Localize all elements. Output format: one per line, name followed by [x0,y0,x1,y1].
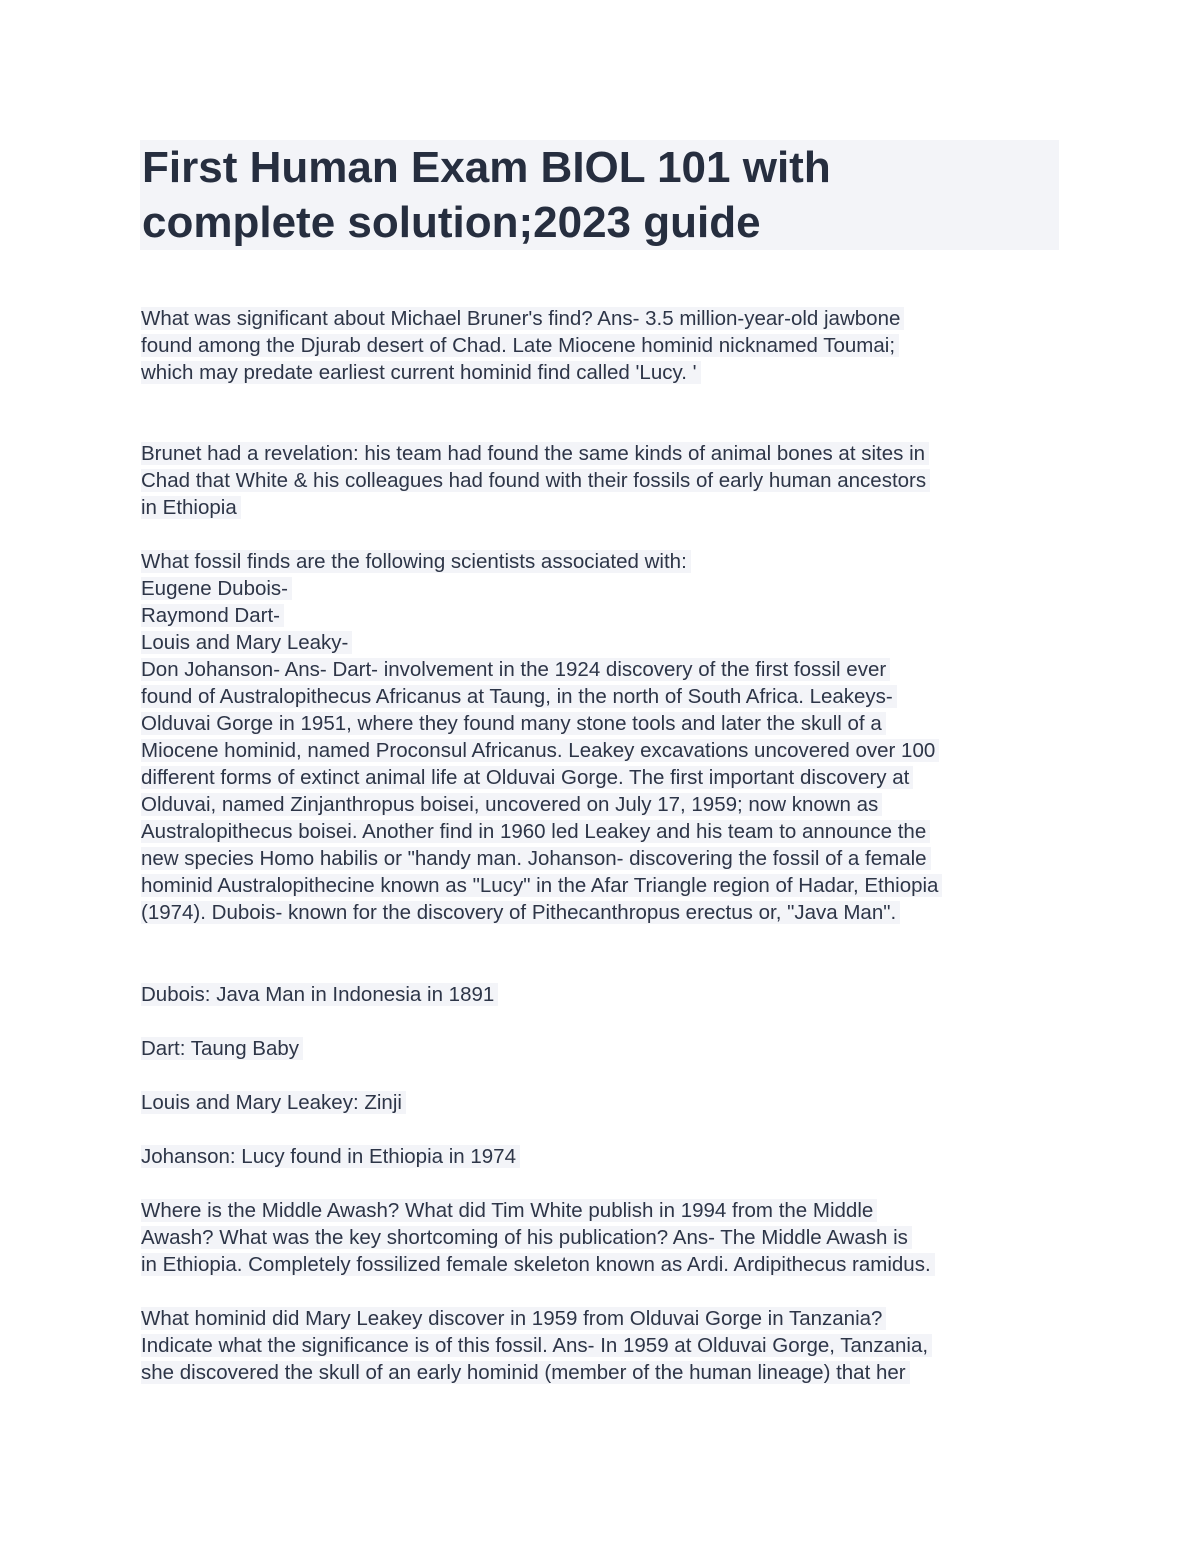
paragraph-7-line-1: Johanson: Lucy found in Ethiopia in 1974 [141,1143,520,1170]
paragraph-9-line-3: she discovered the skull of an early hominid (member of the human lineage) that her [141,1359,910,1386]
paragraph-3-line-7: Olduvai Gorge in 1951, where they found many stone tools and later the skull of a [141,710,886,737]
paragraph-1-line-2: found among the Djurab desert of Chad. Late Miocene hominid nicknamed Toumai; [141,332,899,359]
paragraph-3-line-5: Don Johanson- Ans- Dart- involvement in the 1924 discovery of the first fossil ever [141,656,890,683]
paragraph-8-line-1: Where is the Middle Awash? What did Tim White publish in 1994 from the Middle [141,1197,877,1224]
paragraph-1-line-1: What was significant about Michael Bruner's find? Ans- 3.5 million-year-old jawbone [141,305,904,332]
paragraph-3-line-6: found of Australopithecus Africanus at Taung, in the north of South Africa. Leakeys- [141,683,897,710]
paragraph-8-line-2: Awash? What was the key shortcoming of his publication? Ans- The Middle Awash is [141,1224,912,1251]
paragraph-9-line-2: Indicate what the significance is of this fossil. Ans- In 1959 at Olduvai Gorge, Tanzania, [141,1332,932,1359]
paragraph-9-line-1: What hominid did Mary Leakey discover in 1959 from Olduvai Gorge in Tanzania? [141,1305,886,1332]
paragraph-1-line-3: which may predate earliest current hominid find called 'Lucy. ' [141,359,701,386]
paragraph-3-line-10: Olduvai, named Zinjanthropus boisei, uncovered on July 17, 1959; now known as [141,791,882,818]
paragraph-2-line-1: Brunet had a revelation: his team had found the same kinds of animal bones at sites in [141,440,929,467]
paragraph-2-line-3: in Ethiopia [141,494,241,521]
paragraph-3-line-13: hominid Australopithecine known as "Lucy" in the Afar Triangle region of Hadar, Ethiopia [141,872,942,899]
paragraph-4-line-1: Dubois: Java Man in Indonesia in 1891 [141,981,498,1008]
paragraph-8-line-3: in Ethiopia. Completely fossilized female skeleton known as Ardi. Ardipithecus ramidus. [141,1251,935,1278]
title-line-1: First Human Exam BIOL 101 with [142,143,831,192]
paragraph-5-line-1: Dart: Taung Baby [141,1035,303,1062]
paragraph-3-line-12: new species Homo habilis or "handy man. Johanson- discovering the fossil of a female [141,845,931,872]
document-title [140,140,1059,250]
paragraph-3-line-2: Eugene Dubois- [141,575,292,602]
paragraph-2-line-2: Chad that White & his colleagues had found with their fossils of early human ancestors [141,467,930,494]
paragraph-3-line-1: What fossil finds are the following scientists associated with: [141,548,691,575]
paragraph-3-line-3: Raymond Dart- [141,602,284,629]
paragraph-3-line-9: different forms of extinct animal life at Olduvai Gorge. The first important discovery at [141,764,913,791]
paragraph-6-line-1: Louis and Mary Leakey: Zinji [141,1089,406,1116]
paragraph-3-line-14: (1974). Dubois- known for the discovery of Pithecanthropus erectus or, "Java Man". [141,899,900,926]
paragraph-3-line-4: Louis and Mary Leaky- [141,629,352,656]
paragraph-3-line-11: Australopithecus boisei. Another find in 1960 led Leakey and his team to announce the [141,818,930,845]
title-line-2: complete solution;2023 guide [142,198,761,247]
paragraph-3-line-8: Miocene hominid, named Proconsul Africanus. Leakey excavations uncovered over 100 [141,737,939,764]
